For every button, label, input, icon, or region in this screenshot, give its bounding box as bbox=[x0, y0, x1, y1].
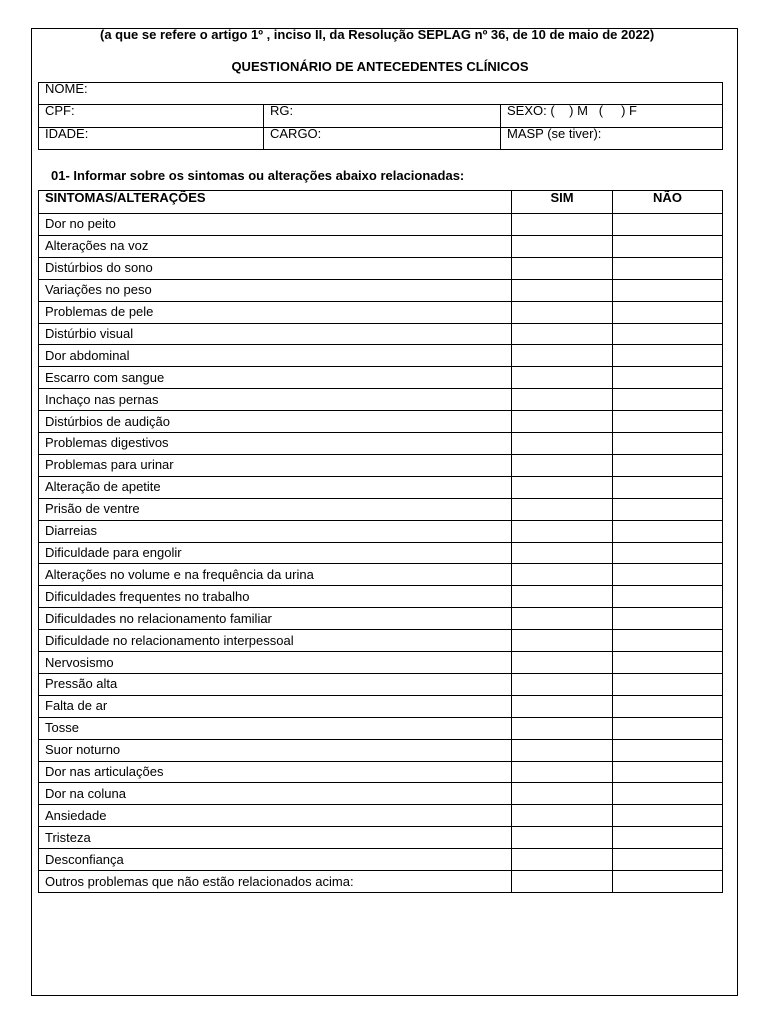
cpf-field: CPF: bbox=[45, 105, 75, 118]
sim-answer-cell bbox=[511, 411, 612, 432]
section-heading: 01- Informar sobre os sintomas ou alterações abaixo relacionadas: bbox=[51, 168, 465, 183]
table-row bbox=[39, 761, 722, 783]
symptom-label: Nervosismo bbox=[45, 654, 114, 670]
sim-answer-cell bbox=[511, 324, 612, 345]
nao-answer-cell bbox=[612, 674, 722, 695]
sim-answer-cell bbox=[511, 345, 612, 366]
nao-answer-cell bbox=[612, 696, 722, 717]
rg-field: RG: bbox=[263, 105, 500, 127]
nome-field: NOME: bbox=[45, 83, 88, 96]
symptom-label: Tosse bbox=[45, 720, 79, 736]
symptom-label: Variações no peso bbox=[45, 282, 152, 298]
table-row bbox=[39, 717, 722, 739]
nao-answer-cell bbox=[612, 849, 722, 870]
nao-answer-cell bbox=[612, 499, 722, 520]
sim-answer-cell bbox=[511, 389, 612, 410]
table-row bbox=[39, 213, 722, 235]
table-row bbox=[39, 848, 722, 870]
table-row bbox=[39, 344, 722, 366]
table-row bbox=[39, 257, 722, 279]
sim-answer-cell bbox=[511, 499, 612, 520]
symptom-label: Alteração de apetite bbox=[45, 479, 161, 495]
sim-answer-cell bbox=[511, 521, 612, 542]
table-row bbox=[39, 563, 722, 585]
symptom-label: Problemas de pele bbox=[45, 304, 154, 320]
symptom-label: Dificuldade para engolir bbox=[45, 544, 182, 560]
nao-answer-cell bbox=[612, 258, 722, 279]
symptom-label: Pressão alta bbox=[45, 676, 118, 692]
table-row bbox=[39, 279, 722, 301]
sim-answer-cell bbox=[511, 805, 612, 826]
table-row bbox=[39, 388, 722, 410]
symptoms-column-header: SINTOMAS/ALTERAÇÕES bbox=[45, 190, 206, 205]
nao-answer-cell bbox=[612, 783, 722, 804]
symptom-label: Dificuldades no relacionamento familiar bbox=[45, 610, 272, 626]
nao-answer-cell bbox=[612, 345, 722, 366]
nao-answer-cell bbox=[612, 214, 722, 235]
table-row bbox=[39, 542, 722, 564]
table-row bbox=[39, 629, 722, 651]
sim-answer-cell bbox=[511, 783, 612, 804]
sim-answer-cell bbox=[511, 586, 612, 607]
sim-answer-cell bbox=[511, 652, 612, 673]
table-row bbox=[39, 826, 722, 848]
table-row bbox=[39, 476, 722, 498]
idade-field: IDADE: bbox=[45, 128, 89, 141]
symptom-label: Problemas para urinar bbox=[45, 457, 174, 473]
sim-answer-cell bbox=[511, 849, 612, 870]
nao-answer-cell bbox=[612, 455, 722, 476]
symptom-label: Dificuldades frequentes no trabalho bbox=[45, 588, 250, 604]
sim-column-header: SIM bbox=[511, 191, 612, 213]
symptom-label: Distúrbios de audição bbox=[45, 413, 171, 429]
table-row bbox=[39, 454, 722, 476]
reference-note: (a que se refere o artigo 1º , inciso II, da Resolução SEPLAG nº 36, de 10 de maio de 2022) bbox=[100, 27, 655, 42]
cargo-field: CARGO: bbox=[263, 128, 500, 149]
symptom-label: Diarreias bbox=[45, 523, 98, 539]
symptom-label: Dor no peito bbox=[45, 216, 116, 232]
nao-column-header: NÃO bbox=[612, 191, 722, 213]
sim-answer-cell bbox=[511, 280, 612, 301]
symptoms-table bbox=[38, 190, 723, 893]
nao-answer-cell bbox=[612, 302, 722, 323]
sim-answer-cell bbox=[511, 236, 612, 257]
table-row bbox=[39, 870, 722, 892]
nao-answer-cell bbox=[612, 652, 722, 673]
table-row bbox=[39, 410, 722, 432]
masp-field: MASP (se tiver): bbox=[500, 128, 722, 149]
sim-answer-cell bbox=[511, 302, 612, 323]
table-row bbox=[39, 323, 722, 345]
sim-answer-cell bbox=[511, 477, 612, 498]
sim-answer-cell bbox=[511, 455, 612, 476]
identification-row-documents bbox=[39, 104, 722, 127]
table-row bbox=[39, 673, 722, 695]
nao-answer-cell bbox=[612, 762, 722, 783]
symptom-label: Suor noturno bbox=[45, 742, 121, 758]
nao-answer-cell bbox=[612, 543, 722, 564]
table-row bbox=[39, 607, 722, 629]
nao-answer-cell bbox=[612, 280, 722, 301]
nao-answer-cell bbox=[612, 608, 722, 629]
symptom-label: Distúrbio visual bbox=[45, 325, 134, 341]
sim-answer-cell bbox=[511, 718, 612, 739]
table-row bbox=[39, 695, 722, 717]
identification-table bbox=[38, 82, 723, 150]
nao-answer-cell bbox=[612, 477, 722, 498]
symptom-label: Dor na coluna bbox=[45, 785, 126, 801]
sim-answer-cell bbox=[511, 630, 612, 651]
sim-answer-cell bbox=[511, 433, 612, 454]
nao-answer-cell bbox=[612, 564, 722, 585]
table-row bbox=[39, 301, 722, 323]
sim-answer-cell bbox=[511, 564, 612, 585]
sim-answer-cell bbox=[511, 740, 612, 761]
sexo-field: SEXO: ( ) M ( ) F bbox=[500, 105, 722, 127]
nao-answer-cell bbox=[612, 827, 722, 848]
nao-answer-cell bbox=[612, 236, 722, 257]
nao-answer-cell bbox=[612, 586, 722, 607]
table-row bbox=[39, 235, 722, 257]
symptom-label: Dor abdominal bbox=[45, 347, 130, 363]
nao-answer-cell bbox=[612, 805, 722, 826]
symptom-label: Dor nas articulações bbox=[45, 764, 164, 780]
sim-answer-cell bbox=[511, 608, 612, 629]
nao-answer-cell bbox=[612, 630, 722, 651]
sim-answer-cell bbox=[511, 871, 612, 892]
table-header-row bbox=[39, 191, 722, 213]
table-row bbox=[39, 366, 722, 388]
symptom-label: Problemas digestivos bbox=[45, 435, 169, 451]
sim-answer-cell bbox=[511, 827, 612, 848]
table-row bbox=[39, 432, 722, 454]
symptom-label: Escarro com sangue bbox=[45, 369, 165, 385]
table-row bbox=[39, 498, 722, 520]
table-row bbox=[39, 651, 722, 673]
nao-answer-cell bbox=[612, 718, 722, 739]
nao-answer-cell bbox=[612, 871, 722, 892]
symptom-label: Tristeza bbox=[45, 829, 91, 845]
table-row bbox=[39, 739, 722, 761]
identification-row-details bbox=[39, 127, 722, 149]
sim-answer-cell bbox=[511, 674, 612, 695]
symptom-label: Distúrbios do sono bbox=[45, 260, 153, 276]
symptom-label: Alterações no volume e na frequência da urina bbox=[45, 566, 314, 582]
symptom-label: Falta de ar bbox=[45, 698, 108, 714]
table-row bbox=[39, 804, 722, 826]
identification-row-name bbox=[39, 83, 722, 104]
symptom-label: Dificuldade no relacionamento interpessoal bbox=[45, 632, 294, 648]
sim-answer-cell bbox=[511, 543, 612, 564]
sim-answer-cell bbox=[511, 214, 612, 235]
symptom-label: Outros problemas que não estão relacionados acima: bbox=[45, 873, 354, 889]
table-row bbox=[39, 585, 722, 607]
symptom-label: Desconfiança bbox=[45, 851, 124, 867]
symptom-label: Prisão de ventre bbox=[45, 501, 140, 517]
symptom-label: Inchaço nas pernas bbox=[45, 391, 159, 407]
nao-answer-cell bbox=[612, 411, 722, 432]
nao-answer-cell bbox=[612, 324, 722, 345]
table-row bbox=[39, 782, 722, 804]
nao-answer-cell bbox=[612, 521, 722, 542]
sim-answer-cell bbox=[511, 367, 612, 388]
sim-answer-cell bbox=[511, 696, 612, 717]
sim-answer-cell bbox=[511, 762, 612, 783]
symptom-label: Alterações na voz bbox=[45, 238, 149, 254]
form-title: QUESTIONÁRIO DE ANTECEDENTES CLÍNICOS bbox=[231, 59, 529, 74]
nao-answer-cell bbox=[612, 367, 722, 388]
nao-answer-cell bbox=[612, 740, 722, 761]
nao-answer-cell bbox=[612, 433, 722, 454]
table-row bbox=[39, 520, 722, 542]
sim-answer-cell bbox=[511, 258, 612, 279]
symptom-label: Ansiedade bbox=[45, 807, 107, 823]
nao-answer-cell bbox=[612, 389, 722, 410]
